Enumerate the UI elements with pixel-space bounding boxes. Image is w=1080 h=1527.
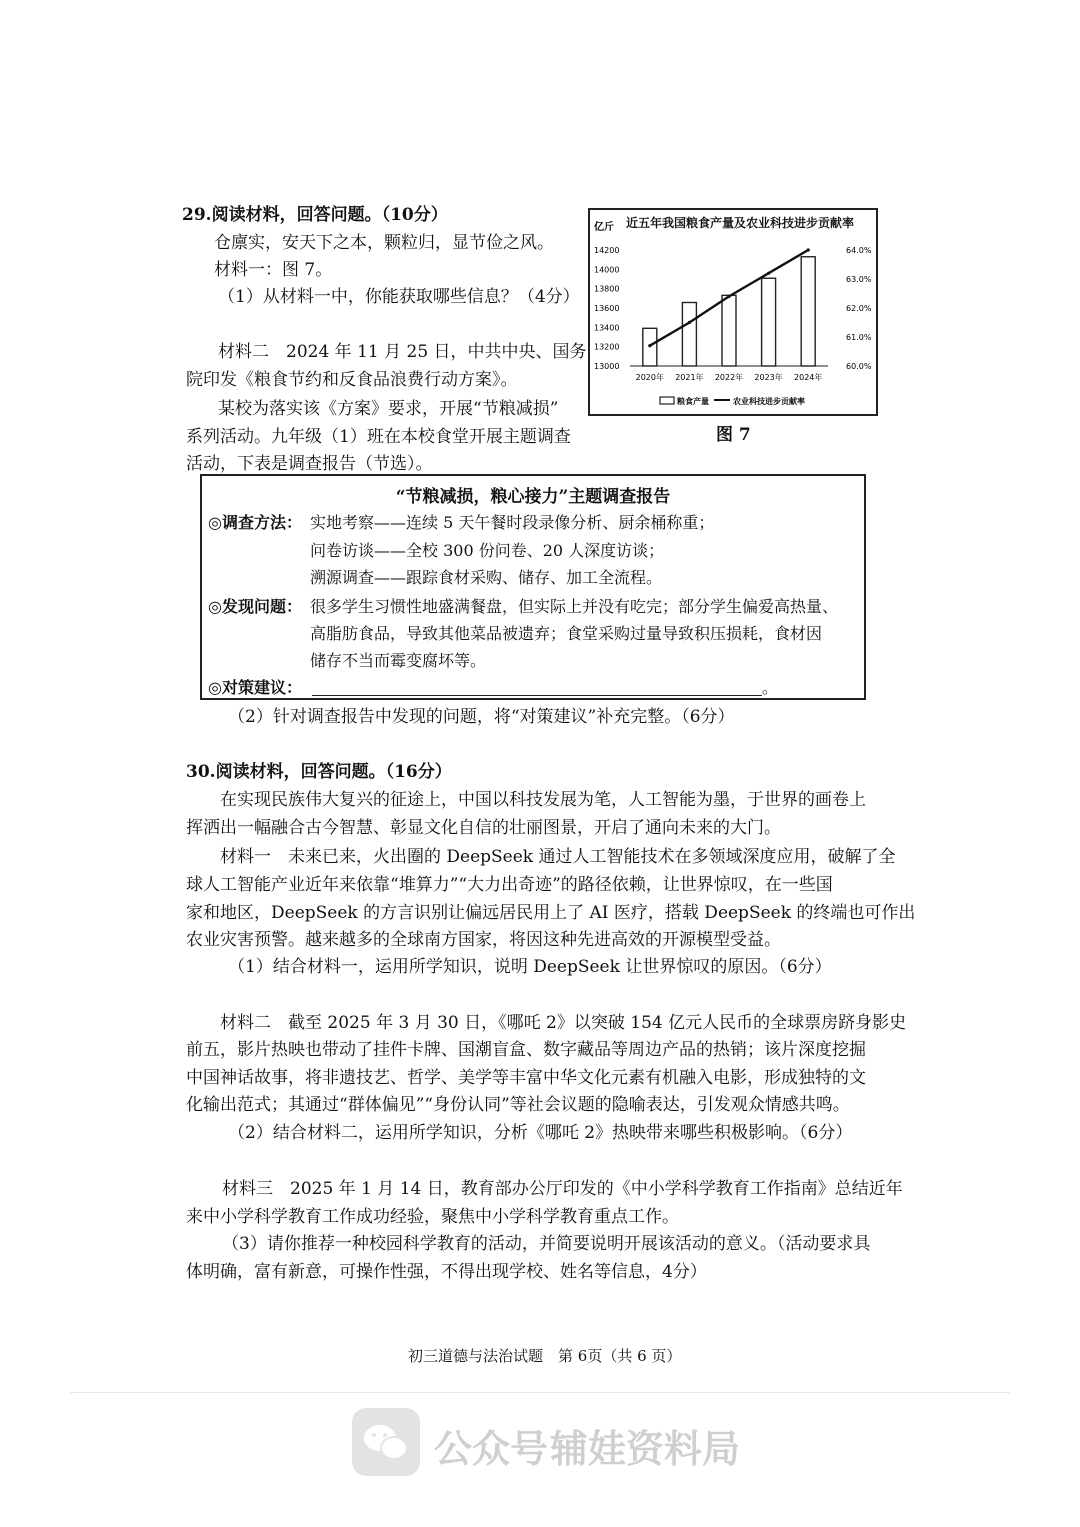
legend-bar-swatch bbox=[660, 397, 674, 404]
watermark-label: 公众号 bbox=[434, 1427, 549, 1471]
bar-2021年 bbox=[682, 302, 696, 366]
y-tick-left: 13200 bbox=[594, 342, 620, 352]
q29-title: 29.阅读材料，回答问题。（10分） bbox=[182, 205, 448, 225]
report-title: “节粮减损，粮心接力”主题调查报告 bbox=[395, 487, 671, 507]
method-line2: 问卷访谈——全校 300 份问卷、20 人深度访谈； bbox=[310, 541, 665, 560]
advice-label: ◎对策建议： bbox=[208, 678, 302, 697]
q30-material3-line1: 材料三 2025 年 1 月 14 日，教育部办公厅印发的《中小学科学教育工作指南》总结近年 bbox=[222, 1179, 903, 1199]
q29-para-line2: 系列活动。九年级（1）班在本校食堂开展主题调查 bbox=[186, 427, 571, 447]
advice-end: 。 bbox=[762, 678, 779, 697]
q29-sub1: （1）从材料一中，你能获取哪些信息？（4分） bbox=[218, 287, 580, 307]
q29-material1: 材料一：图 7。 bbox=[214, 260, 333, 280]
survey-report bbox=[200, 474, 866, 700]
y-tick-right: 64.0% bbox=[846, 246, 872, 255]
line-point bbox=[727, 295, 730, 298]
q30-intro-line2: 挥洒出一幅融合古今智慧、彰显文化自信的壮丽图景，开启了通向未来的大门。 bbox=[186, 818, 781, 838]
q30-sub1: （1）结合材料一，运用所学知识，说明 DeepSeek 让世界惊叹的原因。（6分） bbox=[228, 957, 832, 977]
y-tick-left: 13800 bbox=[594, 284, 620, 294]
q29-para-line1: 某校为落实该《方案》要求，开展“节粮减损” bbox=[218, 399, 559, 419]
figure-7-chart bbox=[588, 208, 878, 416]
line-point bbox=[807, 248, 810, 251]
x-tick-label: 2023年 bbox=[754, 373, 783, 382]
problem-label: ◎发现问题： bbox=[208, 597, 302, 616]
legend-bar-label: 粮食产量 bbox=[677, 397, 709, 406]
q30-material2-line4: 化输出范式；其通过“群体偏见”“身份认同”等社会议题的隐喻表达，引发观众情感共鸣。 bbox=[186, 1095, 850, 1115]
q30-sub2: （2）结合材料二，运用所学知识，分析《哪吒 2》热映带来哪些积极影响。（6分） bbox=[228, 1123, 853, 1143]
q30-sub3-line1: （3）请你推荐一种校园科学教育的活动，并简要说明开展该活动的意义。（活动要求具 bbox=[222, 1234, 871, 1254]
footer-divider bbox=[70, 1392, 1010, 1393]
q30-title: 30.阅读材料，回答问题。（16分） bbox=[186, 762, 452, 782]
y-tick-left: 14000 bbox=[594, 265, 620, 275]
figure-caption: 图 7 bbox=[716, 425, 751, 445]
problem-line1: 很多学生习惯性地盛满餐盘，但实际上并没有吃完；部分学生偏爱高热量、 bbox=[310, 597, 839, 616]
chart-plot bbox=[590, 210, 876, 414]
line-point bbox=[648, 344, 651, 347]
q30-intro-line1: 在实现民族伟大复兴的征途上，中国以科技发展为笔，人工智能为墨，于世界的画卷上 bbox=[220, 790, 866, 810]
y-tick-left: 13400 bbox=[594, 323, 620, 333]
q30-sub3-line2: 体明确，富有新意，可操作性强，不得出现学校、姓名等信息，4分） bbox=[186, 1262, 707, 1282]
chart-title: 近五年我国粮食产量及农业科技进步贡献率 bbox=[626, 216, 855, 230]
q30-material2-line1: 材料二 截至 2025 年 3 月 30 日，《哪吒 2》以突破 154 亿元人民币的全球票房跻身影史 bbox=[220, 1013, 907, 1033]
problem-line3: 储存不当而霉变腐坏等。 bbox=[310, 651, 487, 670]
q30-material2-line2: 前五，影片热映也带动了挂件卡牌、国潮盲盒、数字藏品等周边产品的热销；该片深度挖掘 bbox=[186, 1040, 866, 1060]
method-label: ◎调查方法： bbox=[208, 513, 302, 532]
x-tick-label: 2024年 bbox=[794, 373, 823, 382]
y-tick-right: 61.0% bbox=[846, 333, 872, 342]
q30-material1-line4: 农业灾害预警。越来越多的全球南方国家，将因这种先进高效的开源模型受益。 bbox=[186, 930, 781, 950]
q29-material2-line2: 院印发《粮食节约和反食品浪费行动方案》。 bbox=[186, 370, 518, 390]
line-point bbox=[688, 321, 691, 324]
y-tick-right: 62.0% bbox=[846, 304, 872, 313]
y-tick-right: 60.0% bbox=[846, 362, 872, 371]
legend-line-label: 农业科技进步贡献率 bbox=[733, 397, 805, 406]
method-line1: 实地考察——连续 5 天午餐时段录像分析、厨余桶称重； bbox=[310, 513, 715, 532]
bar-2023年 bbox=[762, 278, 776, 366]
q30-material2-line3: 中国神话故事，将非遗技艺、哲学、美学等丰富中华文化元素有机融入电影，形成独特的文 bbox=[186, 1068, 866, 1088]
bar-2022年 bbox=[722, 295, 736, 366]
y-axis-unit-label: 亿斤 bbox=[594, 222, 614, 233]
q30-material1-line3: 家和地区，DeepSeek 的方言识别让偏远居民用上了 AI 医疗，搭载 DeepSeek 的终端也可作出 bbox=[186, 903, 916, 923]
y-tick-left: 13600 bbox=[594, 304, 620, 313]
y-tick-left: 14200 bbox=[594, 246, 620, 255]
line-point bbox=[767, 272, 770, 275]
q30-material1-line2: 球人工智能产业近年来依靠“堆算力”“大力出奇迹”的路径依赖，让世界惊叹，在一些国 bbox=[186, 875, 833, 895]
y-tick-right: 63.0% bbox=[846, 275, 872, 284]
page-footer: 初三道德与法治试题 第 6页（共 6 页） bbox=[408, 1347, 682, 1365]
q30-material3-line2: 来中小学科学教育工作成功经验，聚焦中小学科学教育重点工作。 bbox=[186, 1207, 679, 1227]
q30-material1-line1: 材料一 未来已来，火出圈的 DeepSeek 通过人工智能技术在多领域深度应用，破解了全 bbox=[220, 847, 896, 867]
wechat-logo-icon bbox=[352, 1408, 420, 1476]
watermark-name: 辅娃资料局 bbox=[550, 1427, 741, 1471]
q29-sub2: （2）针对调查报告中发现的问题，将“对策建议”补充完整。（6分） bbox=[228, 707, 735, 727]
y-tick-left: 13000 bbox=[594, 362, 620, 371]
q29-material2-line1: 材料二 2024 年 11 月 25 日，中共中央、国务 bbox=[218, 342, 587, 362]
q29-para-line3: 活动，下表是调查报告（节选）。 bbox=[186, 454, 433, 474]
problem-line2: 高脂肪食品，导致其他菜品被遗弃；食堂采购过量导致积压损耗，食材因 bbox=[310, 624, 823, 643]
advice-answer-line[interactable] bbox=[312, 695, 762, 696]
x-tick-label: 2022年 bbox=[714, 373, 744, 382]
q29-intro: 仓廪实，安天下之本，颗粒归，显节俭之风。 bbox=[214, 233, 554, 253]
x-tick-label: 2021年 bbox=[675, 373, 704, 382]
x-tick-label: 2020年 bbox=[635, 373, 664, 382]
method-line3: 溯源调查——跟踪食材采购、储存、加工全流程。 bbox=[310, 568, 663, 587]
bar-2024年 bbox=[801, 257, 815, 366]
